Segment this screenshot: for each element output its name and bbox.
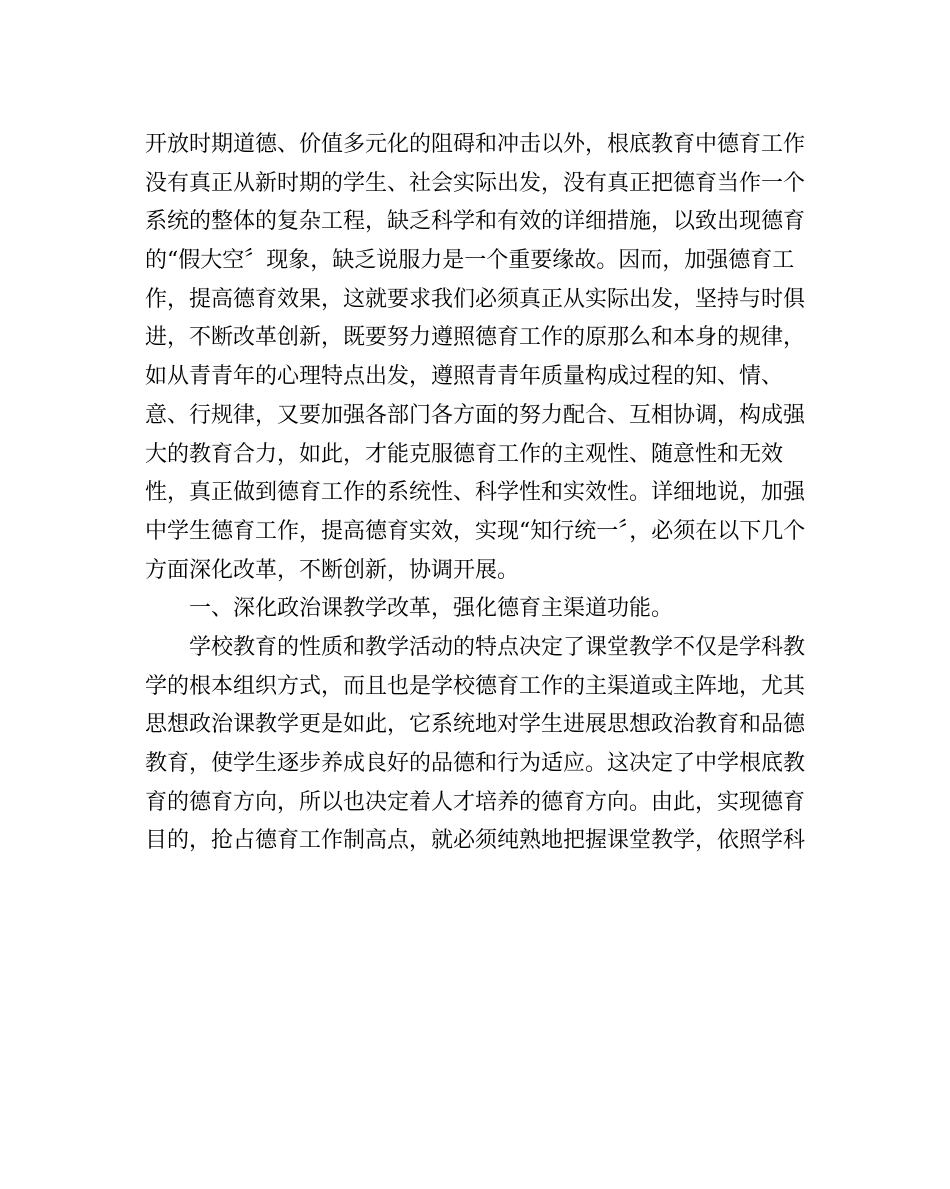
text-line: 目的，抢占德育工作制高点，就必须纯熟地把握课堂教学，依照学科 — [145, 828, 806, 854]
text-line: 性，真正做到德育工作的系统性、科学性和实效性。详细地说，加强 — [145, 480, 806, 506]
text-line: 学校教育的性质和教学活动的特点决定了课堂教学不仅是学科教 — [189, 634, 806, 660]
text-line: 中学生德育工作，提高德育实效，实现“知行统一〞，必须在以下几个 — [145, 518, 806, 544]
text-line: 作，提高德育效果，这就要求我们必须真正从实际出发，坚持与时俱 — [145, 286, 806, 312]
text-line: 教育，使学生逐步养成良好的品德和行为适应。这决定了中学根底教 — [145, 751, 806, 776]
text-line: 思想政治课教学更是如此，它系统地对学生进展思想政治教育和品德 — [145, 712, 806, 738]
text-line: 进，不断改革创新，既要努力遵照德育工作的原那么和本身的规律， — [145, 325, 806, 351]
text-line: 大的教育合力，如此，才能克服德育工作的主观性、随意性和无效 — [145, 441, 784, 467]
text-line: 的“假大空〞现象，缺乏说服力是一个重要缘故。因而，加强德育工 — [145, 248, 795, 274]
text-line: 方面深化改革，不断创新，协调开展。 — [145, 557, 520, 583]
text-line: 育的德育方向，所以也决定着人才培养的德育方向。由此，实现德育 — [145, 789, 806, 815]
body-text — [145, 126, 815, 861]
text-line: 如从青青年的心理特点出发，遵照青青年质量构成过程的知、情、 — [145, 364, 784, 390]
text-line: 学的根本组织方式，而且也是学校德育工作的主渠道或主阵地，尤其 — [145, 673, 806, 699]
text-line: 系统的整体的复杂工程，缺乏科学和有效的详细措施，以致出现德育 — [145, 209, 806, 235]
text-line: 意、行规律，又要加强各部门各方面的努力配合、互相协调，构成强 — [145, 402, 806, 428]
text-line: 开放时期道德、价值多元化的阻碍和冲击以外，根底教育中德育工作 — [145, 132, 806, 157]
text-line: 没有真正从新时期的学生、社会实际出发，没有真正把德育当作一个 — [145, 170, 806, 196]
section-heading: 一、深化政治课教学改革，强化德育主渠道功能。 — [189, 596, 674, 622]
